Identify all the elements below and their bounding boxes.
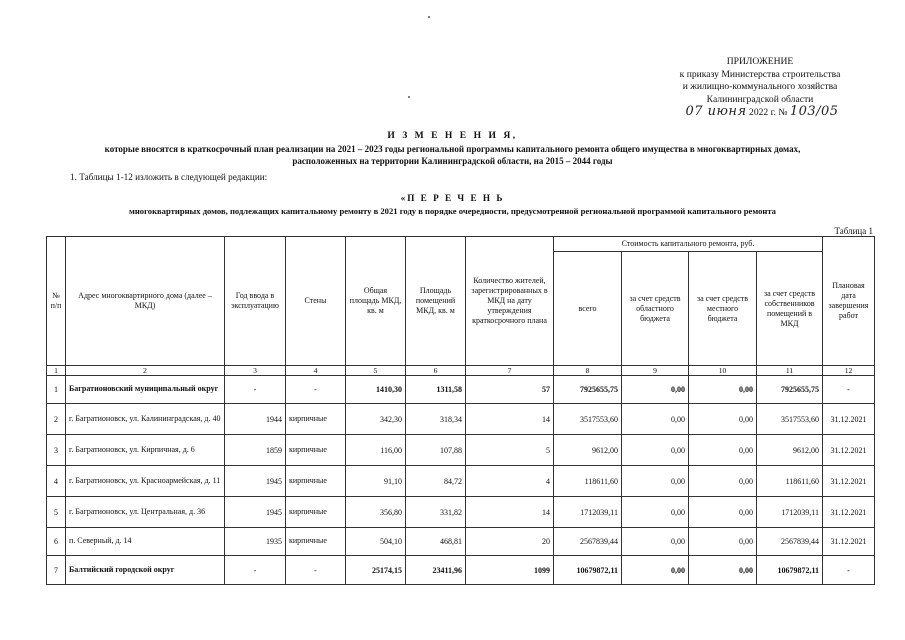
cell-year: 1944 [225, 404, 286, 435]
cell-num: 2 [47, 404, 66, 435]
column-number: 6 [406, 366, 466, 376]
cell-address: Балтийский городской округ [66, 556, 225, 585]
cell-year: - [225, 376, 286, 404]
cell-address: г. Багратионовск, ул. Кирпичная, д. 6 [66, 435, 225, 466]
cell-cost-owners: 2567839,44 [757, 528, 823, 556]
cell-cost-owners: 1712039,11 [757, 497, 823, 528]
cell-planned-date: 31.12.2021 [823, 435, 875, 466]
cell-cost-regional: 0,00 [622, 376, 689, 404]
cell-planned-date: 31.12.2021 [823, 404, 875, 435]
cell-cost-total: 3517553,60 [554, 404, 622, 435]
appendix-line: и жилищно-коммунального хозяйства [682, 81, 838, 93]
header-cost-group: Стоимость капитального ремонта, руб. [554, 237, 823, 252]
cell-year: 1935 [225, 528, 286, 556]
cell-total-area: 356,80 [346, 497, 406, 528]
table-header-row [47, 237, 875, 252]
header-total-area: Общая площадь МКД, кв. м [346, 237, 406, 366]
header-planned-date: Плановая дата завершения работ [823, 237, 875, 366]
cell-address: г. Багратионовск, ул. Центральная, д. 36 [66, 497, 225, 528]
cell-residents: 57 [466, 376, 554, 404]
cell-year: 1859 [225, 435, 286, 466]
appendix-line: к приказу Министерства строительства [679, 68, 841, 80]
cell-premises-area: 84,72 [406, 466, 466, 497]
column-number: 7 [466, 366, 554, 376]
handwritten-date: 07 июня [685, 104, 747, 120]
table-row [47, 435, 875, 466]
order-date-line [644, 106, 880, 120]
column-number: 5 [346, 366, 406, 376]
cell-premises-area: 318,34 [406, 404, 466, 435]
header-cost-regional: за счет средств областного бюджета [622, 252, 689, 366]
column-number: 4 [286, 366, 346, 376]
cell-cost-regional: 0,00 [622, 497, 689, 528]
table-label: Таблица 1 [834, 226, 873, 236]
scan-speck [428, 16, 430, 18]
cell-cost-regional: 0,00 [622, 435, 689, 466]
cell-num: 3 [47, 435, 66, 466]
cell-cost-regional: 0,00 [622, 528, 689, 556]
subtitle-line: расположенных на территории Калининградской области, на 2015 – 2044 годы [292, 155, 613, 166]
cell-cost-total: 118611,60 [554, 466, 622, 497]
cell-total-area: 504,10 [346, 528, 406, 556]
appendix-block [640, 56, 880, 120]
cell-planned-date: 31.12.2021 [823, 528, 875, 556]
cell-premises-area: 1311,58 [406, 376, 466, 404]
cell-cost-total: 9612,00 [554, 435, 622, 466]
cell-residents: 14 [466, 497, 554, 528]
cell-planned-date: 31.12.2021 [823, 497, 875, 528]
document-subtitle [20, 144, 885, 167]
cell-cost-local: 0,00 [689, 404, 757, 435]
column-number: 11 [757, 366, 823, 376]
table-row [47, 497, 875, 528]
header-walls: Стены [286, 237, 346, 366]
cell-residents: 4 [466, 466, 554, 497]
header-year: Год ввода в эксплуатацию [225, 237, 286, 366]
header-premises-area: Площадь помещений МКД, кв. м [406, 237, 466, 366]
cell-num: 5 [47, 497, 66, 528]
table-row [47, 528, 875, 556]
cell-cost-owners: 3517553,60 [757, 404, 823, 435]
cell-cost-local: 0,00 [689, 466, 757, 497]
instruction-paragraph: 1. Таблицы 1-12 изложить в следующей редакции: [70, 172, 268, 182]
cell-total-area: 25174,15 [346, 556, 406, 585]
cell-cost-local: 0,00 [689, 556, 757, 585]
table-row [47, 404, 875, 435]
cell-year: 1945 [225, 466, 286, 497]
cell-cost-regional: 0,00 [622, 556, 689, 585]
cell-planned-date: - [823, 556, 875, 585]
column-number: 12 [823, 366, 875, 376]
column-number: 9 [622, 366, 689, 376]
cell-total-area: 342,30 [346, 404, 406, 435]
table-row [47, 466, 875, 497]
cell-cost-total: 10679872,11 [554, 556, 622, 585]
cell-planned-date: - [823, 376, 875, 404]
cell-premises-area: 107,88 [406, 435, 466, 466]
cell-walls: - [286, 376, 346, 404]
header-cost-local: за счет средств местного бюджета [689, 252, 757, 366]
cell-num: 6 [47, 528, 66, 556]
header-cost-owners: за счет средств собственников помещений в МКД [757, 252, 823, 366]
column-number: 1 [47, 366, 66, 376]
column-number: 3 [225, 366, 286, 376]
subtitle-line: которые вносятся в краткосрочный план реализации на 2021 – 2023 годы региональной программы капитального ремонта общего имущества в многоквартирных домах, [104, 144, 801, 154]
cell-cost-total: 2567839,44 [554, 528, 622, 556]
cell-residents: 14 [466, 404, 554, 435]
cell-address: г. Багратионовск, ул. Калининградская, д. 40 [66, 404, 225, 435]
column-number: 10 [689, 366, 757, 376]
cell-year: - [225, 556, 286, 585]
cell-premises-area: 23411,96 [406, 556, 466, 585]
scan-speck [408, 96, 410, 98]
cell-total-area: 1410,30 [346, 376, 406, 404]
cell-residents: 5 [466, 435, 554, 466]
cell-year: 1945 [225, 497, 286, 528]
cell-walls: - [286, 556, 346, 585]
cell-cost-local: 0,00 [689, 435, 757, 466]
cell-cost-regional: 0,00 [622, 404, 689, 435]
cell-num: 4 [47, 466, 66, 497]
column-numbers-row [47, 366, 875, 376]
cell-premises-area: 331,82 [406, 497, 466, 528]
table-row-municipality [47, 376, 875, 404]
cell-cost-regional: 0,00 [622, 466, 689, 497]
header-address: Адрес многоквартирного дома (далее – МКД) [66, 237, 225, 366]
cell-cost-owners: 9612,00 [757, 435, 823, 466]
cell-cost-owners: 10679872,11 [757, 556, 823, 585]
appendix-line: Калининградской области [706, 93, 814, 105]
buildings-table [46, 236, 875, 585]
cell-address: г. Багратионовск, ул. Красноармейская, д. 11 [66, 466, 225, 497]
cell-total-area: 91,10 [346, 466, 406, 497]
cell-residents: 1099 [466, 556, 554, 585]
cell-walls: кирпичные [286, 528, 346, 556]
header-cost-total: всего [554, 252, 622, 366]
header-residents: Количество жителей, зарегистрированных в МКД на дату утверждения краткосрочного плана [466, 237, 554, 366]
column-number: 2 [66, 366, 225, 376]
cell-cost-total: 7925655,75 [554, 376, 622, 404]
cell-cost-local: 0,00 [689, 376, 757, 404]
cell-walls: кирпичные [286, 435, 346, 466]
cell-planned-date: 31.12.2021 [823, 466, 875, 497]
list-title: «П Е Р Е Ч Е Н Ь [400, 193, 505, 203]
cell-address: п. Северный, д. 14 [66, 528, 225, 556]
column-number: 8 [554, 366, 622, 376]
list-subtitle: многоквартирных домов, подлежащих капитальному ремонту в 2021 году в порядке очередности, предусмотренной региональной программой капитального ремонта [129, 206, 776, 216]
document-title: И З М Е Н Е Н И Я, [387, 130, 518, 141]
cell-premises-area: 468,81 [406, 528, 466, 556]
cell-total-area: 116,00 [346, 435, 406, 466]
cell-walls: кирпичные [286, 497, 346, 528]
cell-residents: 20 [466, 528, 554, 556]
order-year: 2022 г. № [749, 107, 788, 119]
appendix-title: ПРИЛОЖЕНИЕ [726, 56, 794, 67]
cell-cost-owners: 7925655,75 [757, 376, 823, 404]
cell-num: 7 [47, 556, 66, 585]
cell-num: 1 [47, 376, 66, 404]
header-num: № п/п [47, 237, 66, 366]
table-row-municipality [47, 556, 875, 585]
cell-cost-local: 0,00 [689, 528, 757, 556]
cell-cost-total: 1712039,11 [554, 497, 622, 528]
cell-address: Багратионовский муниципальный округ [66, 376, 225, 404]
cell-cost-owners: 118611,60 [757, 466, 823, 497]
handwritten-order-number: 103/05 [789, 104, 839, 120]
cell-walls: кирпичные [286, 466, 346, 497]
cell-cost-local: 0,00 [689, 497, 757, 528]
cell-walls: кирпичные [286, 404, 346, 435]
